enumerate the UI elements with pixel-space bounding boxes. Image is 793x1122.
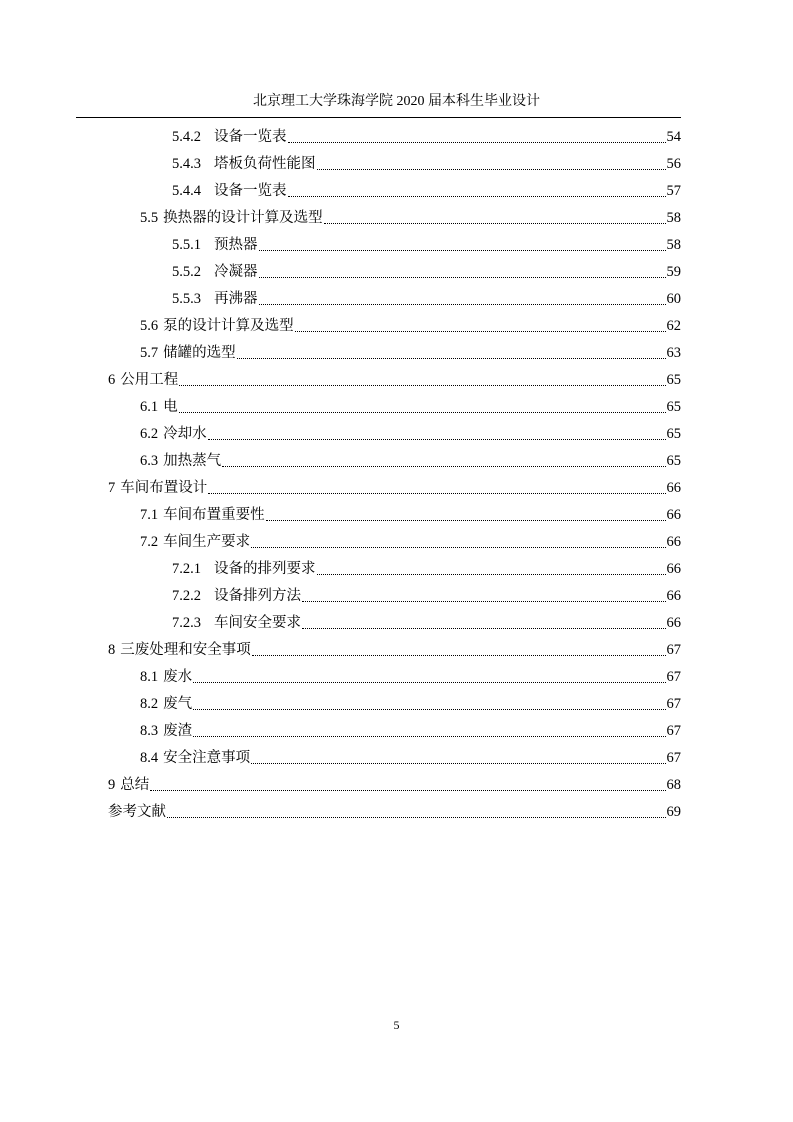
toc-entry-title: 三废处理和安全事项 — [120, 642, 251, 658]
toc-leader-dots — [193, 709, 665, 710]
toc-leader-dots — [317, 169, 666, 170]
toc-entry-title: 参考文献 — [108, 804, 166, 820]
toc-entry[interactable] — [140, 390, 681, 416]
toc-leader-dots — [208, 493, 665, 494]
toc-entry-title: 安全注意事项 — [163, 750, 251, 766]
toc-leader-dots — [251, 763, 665, 764]
toc-entry[interactable] — [108, 795, 681, 821]
toc-entry-number: 8 — [108, 642, 116, 658]
toc-leader-dots — [222, 466, 665, 467]
toc-entry-page: 67 — [666, 750, 681, 766]
toc-leader-dots — [259, 250, 666, 251]
toc-entry-number: 7.2.3 — [172, 615, 201, 631]
toc-entry-page: 58 — [666, 237, 681, 253]
toc-leader-dots — [266, 520, 666, 521]
toc-leader-dots — [295, 331, 666, 332]
toc-leader-dots — [288, 196, 666, 197]
toc-entry-number: 9 — [108, 777, 116, 793]
toc-leader-dots — [150, 790, 665, 791]
toc-entry[interactable] — [108, 471, 681, 497]
toc-entry-title: 冷却水 — [163, 426, 207, 442]
toc-entry-title: 废水 — [163, 669, 193, 685]
toc-entry-title: 车间布置重要性 — [163, 507, 265, 523]
toc-leader-dots — [317, 574, 666, 575]
toc-entry-number: 8.3 — [140, 723, 159, 739]
toc-entry-number: 7.2.2 — [172, 588, 201, 604]
toc-entry[interactable] — [140, 660, 681, 686]
toc-entry[interactable] — [140, 201, 681, 227]
toc-entry-number: 6.3 — [140, 453, 159, 469]
toc-entry-page: 56 — [666, 156, 681, 172]
toc-entry-title: 设备一览表 — [214, 183, 287, 199]
toc-entry-page: 66 — [666, 507, 681, 523]
toc-entry[interactable] — [140, 741, 681, 767]
toc-entry-number: 5.4.2 — [172, 129, 201, 145]
toc-leader-dots — [302, 601, 666, 602]
toc-leader-dots — [193, 736, 665, 737]
toc-leader-dots — [302, 628, 666, 629]
toc-entry-number: 8.2 — [140, 696, 159, 712]
toc-entry-page: 67 — [666, 669, 681, 685]
toc-entry-number: 7.2 — [140, 534, 159, 550]
toc-entry[interactable] — [140, 498, 681, 524]
toc-entry-page: 66 — [666, 480, 681, 496]
toc-entry[interactable] — [172, 552, 681, 578]
toc-entry[interactable] — [140, 336, 681, 362]
toc-entry[interactable] — [172, 228, 681, 254]
toc-entry-page: 66 — [666, 561, 681, 577]
toc-leader-dots — [288, 142, 666, 143]
toc-entry[interactable] — [172, 120, 681, 146]
toc-entry-number: 6.1 — [140, 399, 159, 415]
toc-leader-dots — [193, 682, 665, 683]
toc-entry[interactable] — [172, 579, 681, 605]
toc-leader-dots — [259, 304, 666, 305]
toc-leader-dots — [179, 412, 666, 413]
toc-entry-title: 车间生产要求 — [163, 534, 251, 550]
toc-entry[interactable] — [140, 444, 681, 470]
toc-entry[interactable] — [140, 417, 681, 443]
toc-leader-dots — [251, 547, 665, 548]
toc-entry-number: 5.4.3 — [172, 156, 201, 172]
toc-entry-number: 5.5 — [140, 210, 159, 226]
toc-entry-page: 66 — [666, 615, 681, 631]
toc-entry-number: 6.2 — [140, 426, 159, 442]
toc-entry[interactable] — [172, 282, 681, 308]
toc-entry-title: 车间布置设计 — [120, 480, 208, 496]
toc-entry-number: 5.5.2 — [172, 264, 201, 280]
toc-entry-title: 设备排列方法 — [214, 588, 301, 604]
toc-entry[interactable] — [108, 363, 681, 389]
toc-leader-dots — [259, 277, 666, 278]
toc-leader-dots — [252, 655, 666, 656]
toc-entry[interactable] — [108, 768, 681, 794]
toc-entry-title: 废渣 — [163, 723, 193, 739]
toc-entry[interactable] — [172, 606, 681, 632]
toc-leader-dots — [179, 385, 665, 386]
toc-leader-dots — [208, 439, 666, 440]
toc-entry-title: 电 — [163, 399, 178, 415]
toc-entry-number: 6 — [108, 372, 116, 388]
page-header: 北京理工大学珠海学院 2020 届本科生毕业设计 — [253, 94, 540, 109]
toc-entry-page: 65 — [666, 426, 681, 442]
toc-entry-number: 8.4 — [140, 750, 159, 766]
toc-entry-page: 59 — [666, 264, 681, 280]
toc-entry-page: 57 — [666, 183, 681, 199]
toc-entry-page: 66 — [666, 534, 681, 550]
toc-entry-title: 公用工程 — [120, 372, 179, 388]
toc-entry-number: 7.2.1 — [172, 561, 201, 577]
toc-entry-title: 废气 — [163, 696, 193, 712]
toc-leader-dots — [237, 358, 666, 359]
toc-entry-title: 换热器的设计计算及选型 — [163, 210, 323, 226]
toc-entry-number: 5.6 — [140, 318, 159, 334]
toc-entry-title: 塔板负荷性能图 — [214, 156, 316, 172]
toc-entry-number: 7 — [108, 480, 116, 496]
toc-entry-page: 63 — [666, 345, 681, 361]
toc-entry-page: 58 — [666, 210, 681, 226]
toc-entry-page: 67 — [666, 642, 681, 658]
toc-entry-page: 67 — [666, 696, 681, 712]
toc-entry-page: 60 — [666, 291, 681, 307]
toc-entry-page: 54 — [666, 129, 681, 145]
toc-entry[interactable] — [172, 255, 681, 281]
toc-entry-number: 5.5.3 — [172, 291, 201, 307]
toc-entry-number: 5.7 — [140, 345, 159, 361]
toc-entry-page: 66 — [666, 588, 681, 604]
toc-leader-dots — [167, 817, 666, 818]
toc-entry-page: 68 — [666, 777, 681, 793]
toc-entry[interactable] — [140, 525, 681, 551]
toc-entry[interactable] — [108, 633, 681, 659]
toc-entry-title: 冷凝器 — [214, 264, 258, 280]
toc-entry-number: 5.4.4 — [172, 183, 201, 199]
toc-entry-title: 预热器 — [214, 237, 258, 253]
toc-entry-page: 65 — [666, 372, 681, 388]
header-rule — [76, 117, 681, 118]
toc-entry[interactable] — [172, 147, 681, 173]
toc-entry-title: 车间安全要求 — [214, 615, 301, 631]
toc-entry-title: 泵的设计计算及选型 — [163, 318, 294, 334]
toc-entry-page: 62 — [666, 318, 681, 334]
toc-entry-page: 65 — [666, 399, 681, 415]
toc-entry-title: 设备的排列要求 — [214, 561, 316, 577]
toc-entry-page: 69 — [666, 804, 681, 820]
toc-entry-page: 65 — [666, 453, 681, 469]
toc-entry-title: 总结 — [120, 777, 150, 793]
toc-entry-page: 67 — [666, 723, 681, 739]
toc-entry-number: 8.1 — [140, 669, 159, 685]
toc-entry-number: 5.5.1 — [172, 237, 201, 253]
toc-entry-title: 加热蒸气 — [163, 453, 222, 469]
toc-entry-title: 储罐的选型 — [163, 345, 236, 361]
toc-entry[interactable] — [140, 687, 681, 713]
toc-entry[interactable] — [140, 309, 681, 335]
toc-entry[interactable] — [140, 714, 681, 740]
toc-entry-title: 再沸器 — [214, 291, 258, 307]
page-number: 5 — [393, 1018, 400, 1032]
toc-entry-title: 设备一览表 — [214, 129, 287, 145]
toc-entry[interactable] — [172, 174, 681, 200]
toc-leader-dots — [324, 223, 666, 224]
toc-entry-number: 7.1 — [140, 507, 159, 523]
